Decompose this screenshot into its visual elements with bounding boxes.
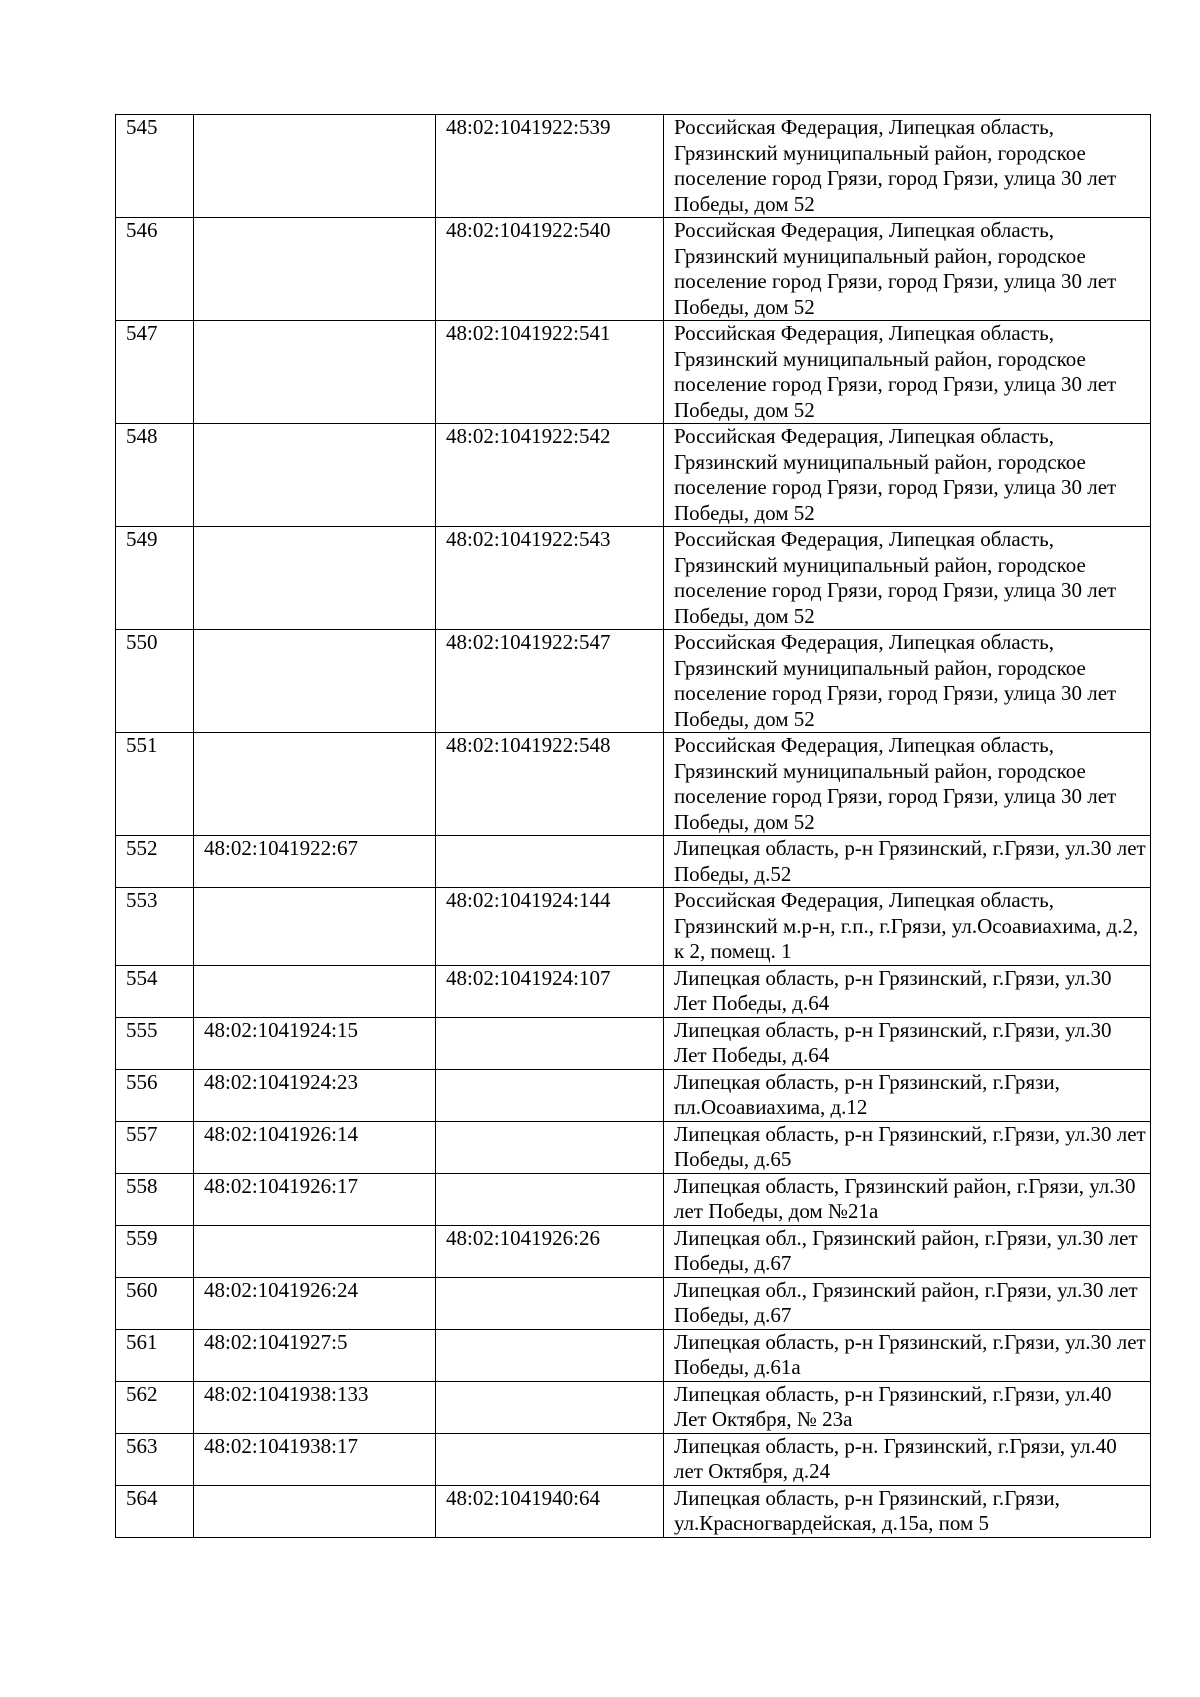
address-cell: Липецкая область, р-н Грязинский, г.Грязи, пл.Осоавиахима, д.12 (664, 1069, 1151, 1121)
row-number-cell: 545 (116, 115, 194, 218)
table-row (116, 630, 1151, 733)
land-parcel-number-cell (194, 1225, 436, 1277)
building-number-cell: 48:02:1041922:539 (436, 115, 664, 218)
building-number-cell: 48:02:1041922:542 (436, 424, 664, 527)
land-parcel-number-cell (194, 321, 436, 424)
table-row (116, 1225, 1151, 1277)
address-cell: Липецкая область, р-н Грязинский, г.Грязи, ул.30 лет Победы, д.52 (664, 836, 1151, 888)
address-cell: Российская Федерация, Липецкая область, Грязинский муниципальный район, городское поселение город Грязи, город Грязи, улица 30 лет Победы, дом 52 (664, 424, 1151, 527)
table-row (116, 1121, 1151, 1173)
address-cell: Липецкая область, р-н Грязинский, г.Грязи, ул.30 лет Победы, д.65 (664, 1121, 1151, 1173)
building-number-cell: 48:02:1041922:540 (436, 218, 664, 321)
land-parcel-number-cell (194, 115, 436, 218)
row-number-cell: 563 (116, 1433, 194, 1485)
land-parcel-number-cell: 48:02:1041924:23 (194, 1069, 436, 1121)
address-cell: Липецкая область, р-н Грязинский, г.Грязи, ул.30 лет Победы, д.61а (664, 1329, 1151, 1381)
land-parcel-number-cell: 48:02:1041927:5 (194, 1329, 436, 1381)
row-number-cell: 555 (116, 1017, 194, 1069)
building-number-cell: 48:02:1041922:548 (436, 733, 664, 836)
table-row (116, 424, 1151, 527)
row-number-cell: 561 (116, 1329, 194, 1381)
table-row (116, 527, 1151, 630)
address-cell: Липецкая область, р-н Грязинский, г.Грязи, ул.Красногвардейская, д.15а, пом 5 (664, 1485, 1151, 1537)
row-number-cell: 560 (116, 1277, 194, 1329)
land-parcel-number-cell: 48:02:1041926:24 (194, 1277, 436, 1329)
building-number-cell (436, 1329, 664, 1381)
table-row (116, 733, 1151, 836)
land-parcel-number-cell (194, 733, 436, 836)
address-cell: Российская Федерация, Липецкая область, Грязинский муниципальный район, городское поселение город Грязи, город Грязи, улица 30 лет Победы, дом 52 (664, 630, 1151, 733)
building-number-cell: 48:02:1041926:26 (436, 1225, 664, 1277)
building-number-cell: 48:02:1041924:107 (436, 965, 664, 1017)
land-parcel-number-cell: 48:02:1041926:14 (194, 1121, 436, 1173)
building-number-cell: 48:02:1041924:144 (436, 888, 664, 966)
land-parcel-number-cell: 48:02:1041924:15 (194, 1017, 436, 1069)
table-body (116, 115, 1151, 1538)
land-parcel-number-cell (194, 965, 436, 1017)
table-row (116, 965, 1151, 1017)
table-row (116, 1017, 1151, 1069)
land-parcel-number-cell (194, 888, 436, 966)
cadastral-table (115, 114, 1151, 1538)
land-parcel-number-cell (194, 527, 436, 630)
address-cell: Липецкая обл., Грязинский район, г.Грязи, ул.30 лет Победы, д.67 (664, 1225, 1151, 1277)
row-number-cell: 549 (116, 527, 194, 630)
address-cell: Липецкая область, р-н Грязинский, г.Грязи, ул.40 Лет Октября, № 23а (664, 1381, 1151, 1433)
address-cell: Липецкая обл., Грязинский район, г.Грязи, ул.30 лет Победы, д.67 (664, 1277, 1151, 1329)
table-row (116, 1173, 1151, 1225)
land-parcel-number-cell (194, 1485, 436, 1537)
land-parcel-number-cell (194, 424, 436, 527)
table-row (116, 115, 1151, 218)
row-number-cell: 562 (116, 1381, 194, 1433)
table-row (116, 1277, 1151, 1329)
table-row (116, 1329, 1151, 1381)
row-number-cell: 564 (116, 1485, 194, 1537)
address-cell: Российская Федерация, Липецкая область, Грязинский муниципальный район, городское поселение город Грязи, город Грязи, улица 30 лет Победы, дом 52 (664, 527, 1151, 630)
land-parcel-number-cell (194, 630, 436, 733)
table-row (116, 1381, 1151, 1433)
building-number-cell (436, 1381, 664, 1433)
address-cell: Липецкая область, Грязинский район, г.Грязи, ул.30 лет Победы, дом №21а (664, 1173, 1151, 1225)
row-number-cell: 557 (116, 1121, 194, 1173)
row-number-cell: 554 (116, 965, 194, 1017)
table-row (116, 218, 1151, 321)
row-number-cell: 558 (116, 1173, 194, 1225)
building-number-cell (436, 1069, 664, 1121)
building-number-cell: 48:02:1041922:543 (436, 527, 664, 630)
building-number-cell: 48:02:1041940:64 (436, 1485, 664, 1537)
row-number-cell: 559 (116, 1225, 194, 1277)
building-number-cell (436, 1277, 664, 1329)
row-number-cell: 546 (116, 218, 194, 321)
table-row (116, 1485, 1151, 1537)
land-parcel-number-cell: 48:02:1041922:67 (194, 836, 436, 888)
address-cell: Российская Федерация, Липецкая область, Грязинский муниципальный район, городское поселение город Грязи, город Грязи, улица 30 лет Победы, дом 52 (664, 321, 1151, 424)
row-number-cell: 552 (116, 836, 194, 888)
land-parcel-number-cell (194, 218, 436, 321)
address-cell: Российская Федерация, Липецкая область, Грязинский м.р-н, г.п., г.Грязи, ул.Осоавиахима, д.2, к 2, помещ. 1 (664, 888, 1151, 966)
address-cell: Российская Федерация, Липецкая область, Грязинский муниципальный район, городское поселение город Грязи, город Грязи, улица 30 лет Победы, дом 52 (664, 733, 1151, 836)
table-row (116, 321, 1151, 424)
land-parcel-number-cell: 48:02:1041938:133 (194, 1381, 436, 1433)
building-number-cell (436, 1017, 664, 1069)
land-parcel-number-cell: 48:02:1041926:17 (194, 1173, 436, 1225)
row-number-cell: 556 (116, 1069, 194, 1121)
building-number-cell (436, 1121, 664, 1173)
row-number-cell: 548 (116, 424, 194, 527)
table-row (116, 1069, 1151, 1121)
building-number-cell: 48:02:1041922:547 (436, 630, 664, 733)
address-cell: Российская Федерация, Липецкая область, Грязинский муниципальный район, городское поселение город Грязи, город Грязи, улица 30 лет Победы, дом 52 (664, 218, 1151, 321)
address-cell: Липецкая область, р-н. Грязинский, г.Грязи, ул.40 лет Октября, д.24 (664, 1433, 1151, 1485)
land-parcel-number-cell: 48:02:1041938:17 (194, 1433, 436, 1485)
table-row (116, 888, 1151, 966)
building-number-cell: 48:02:1041922:541 (436, 321, 664, 424)
building-number-cell (436, 1433, 664, 1485)
row-number-cell: 550 (116, 630, 194, 733)
address-cell: Российская Федерация, Липецкая область, Грязинский муниципальный район, городское поселение город Грязи, город Грязи, улица 30 лет Победы, дом 52 (664, 115, 1151, 218)
address-cell: Липецкая область, р-н Грязинский, г.Грязи, ул.30 Лет Победы, д.64 (664, 1017, 1151, 1069)
row-number-cell: 551 (116, 733, 194, 836)
row-number-cell: 553 (116, 888, 194, 966)
building-number-cell (436, 1173, 664, 1225)
table-row (116, 836, 1151, 888)
building-number-cell (436, 836, 664, 888)
address-cell: Липецкая область, р-н Грязинский, г.Грязи, ул.30 Лет Победы, д.64 (664, 965, 1151, 1017)
row-number-cell: 547 (116, 321, 194, 424)
table-row (116, 1433, 1151, 1485)
